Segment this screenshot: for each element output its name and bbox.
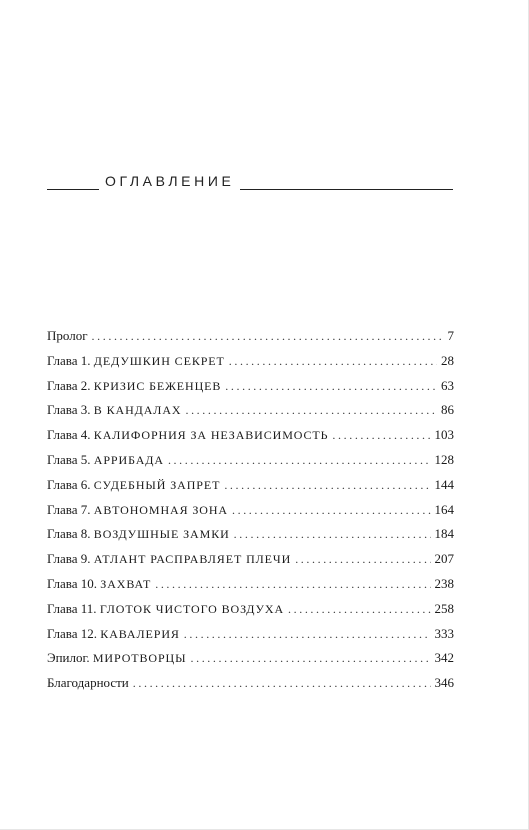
entry-label [47, 547, 291, 572]
entry-label [47, 374, 221, 399]
entry-page-number: 128 [434, 451, 454, 467]
entry-label [47, 324, 88, 349]
entry-label [47, 622, 180, 647]
dot-leader [184, 622, 431, 647]
entry-title: КАЛИФОРНИЯ ЗА НЕЗАВИСИМОСТЬ [93, 428, 329, 443]
dot-leader [168, 448, 431, 473]
entry-label [47, 423, 328, 448]
entry-prefix: Пролог [47, 328, 88, 343]
dot-leader [224, 473, 430, 498]
toc-entry [47, 324, 454, 349]
entry-label [47, 522, 230, 547]
entry-prefix: Глава 7. [47, 501, 91, 517]
entry-label [47, 671, 129, 696]
entry-page-number: 144 [434, 476, 454, 492]
entry-page-number: 164 [434, 501, 454, 517]
entry-label [47, 473, 220, 498]
entry-page-number: 63 [441, 377, 454, 393]
entry-label [47, 398, 181, 423]
dot-leader [225, 374, 437, 399]
toc-entry [47, 398, 454, 423]
entry-label [47, 572, 151, 597]
toc-entry [47, 622, 454, 647]
dot-leader [295, 547, 430, 572]
entry-page-number: 333 [434, 625, 454, 641]
dot-leader [155, 572, 430, 597]
entry-title: АТЛАНТ РАСПРАВЛЯЕТ ПЛЕЧИ [93, 552, 292, 567]
entry-prefix: Глава 10. [47, 575, 98, 591]
entry-label [47, 597, 284, 622]
entry-title: ВОЗДУШНЫЕ ЗАМКИ [93, 527, 230, 542]
entry-prefix: Глава 8. [47, 526, 91, 542]
entry-title: ГЛОТОК ЧИСТОГО ВОЗДУХА [99, 601, 285, 616]
toc-heading [47, 172, 453, 192]
toc-entry [47, 522, 454, 547]
dot-leader [232, 498, 431, 523]
toc-entry [47, 597, 454, 622]
dot-leader [229, 349, 437, 374]
dot-leader [185, 398, 437, 423]
entry-title: МИРОТВОРЦЫ [92, 651, 187, 666]
entry-prefix: Глава 12. [47, 625, 98, 641]
entry-page-number: 28 [441, 352, 454, 368]
dot-leader [133, 671, 431, 696]
toc-entry [47, 374, 454, 399]
entry-label [47, 349, 225, 374]
entry-label [47, 498, 228, 523]
entry-title: СУДЕБНЫЙ ЗАПРЕТ [93, 477, 221, 492]
entry-prefix: Глава 11. [47, 600, 97, 616]
entry-page-number: 346 [434, 675, 454, 691]
toc-entry [47, 671, 454, 696]
entry-title: КАВАЛЕРИЯ [100, 626, 180, 641]
entry-prefix: Глава 5. [47, 451, 91, 467]
entry-page-number: 258 [434, 600, 454, 616]
entry-page-number: 86 [441, 402, 454, 418]
toc-entry [47, 473, 454, 498]
entry-title: АВТОНОМНАЯ ЗОНА [93, 502, 228, 517]
entry-page-number: 184 [434, 526, 454, 542]
entry-prefix: Глава 4. [47, 427, 91, 443]
entry-prefix: Глава 3. [47, 402, 91, 418]
toc-entry [47, 646, 454, 671]
dot-leader [288, 597, 430, 622]
entry-prefix: Глава 9. [47, 551, 91, 567]
entry-title: КРИЗИС БЕЖЕНЦЕВ [93, 378, 222, 393]
entry-page-number: 7 [447, 328, 454, 343]
toc-entry [47, 547, 454, 572]
entry-prefix: Глава 6. [47, 476, 91, 492]
entry-title: В КАНДАЛАХ [93, 403, 182, 418]
entry-prefix: Глава 2. [47, 377, 91, 393]
entry-prefix: Эпилог. [47, 650, 90, 666]
dot-leader [234, 522, 431, 547]
dot-leader [191, 646, 431, 671]
entry-title: АРРИБАДА [93, 452, 164, 467]
dot-leader [92, 324, 444, 349]
toc-entry [47, 423, 454, 448]
entry-title: ДЕДУШКИН СЕКРЕТ [93, 353, 225, 368]
entry-label [47, 448, 164, 473]
entry-page-number: 207 [434, 551, 454, 567]
toc-entry [47, 572, 454, 597]
toc-title: ОГЛАВЛЕНИЕ [99, 172, 240, 190]
toc-entry [47, 498, 454, 523]
entry-prefix: Благодарности [47, 675, 129, 691]
toc-entry [47, 448, 454, 473]
toc-list [47, 324, 454, 696]
entry-title: ЗАХВАТ [100, 576, 152, 591]
entry-page-number: 238 [434, 575, 454, 591]
entry-prefix: Глава 1. [47, 352, 91, 368]
entry-page-number: 103 [434, 427, 454, 443]
dot-leader [332, 423, 430, 448]
entry-page-number: 342 [434, 650, 454, 666]
entry-label [47, 646, 187, 671]
toc-entry [47, 349, 454, 374]
